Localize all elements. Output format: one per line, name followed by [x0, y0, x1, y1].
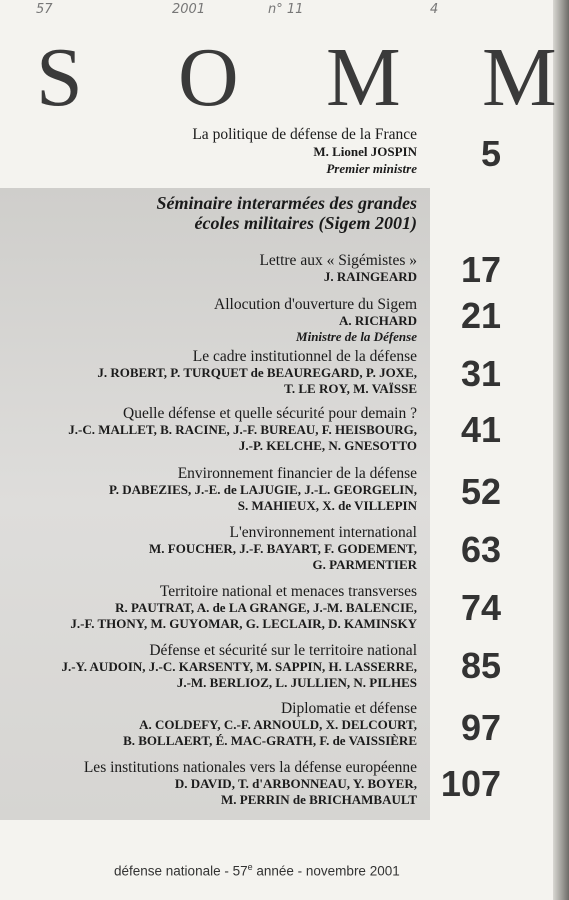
entry-authors-line-1: A. COLDEFY, C.-F. ARNOULD, X. DELCOURT,: [139, 717, 417, 732]
entry-authors-line-2: J.-P. KELCHE, N. GNESOTTO: [238, 438, 417, 453]
entry-authors-line-1: P. DABEZIES, J.-E. de LAJUGIE, J.-L. GEORGELIN,: [109, 482, 417, 497]
toc-entry[interactable]: [0, 405, 417, 454]
toc-entry[interactable]: [0, 759, 417, 808]
handwritten-note-1: 57: [36, 2, 53, 17]
entry-authors-line-1: J.-C. MALLET, B. RACINE, J.-F. BUREAU, F. HEISBOURG,: [68, 422, 417, 437]
intro-article-role: Premier ministre: [326, 161, 417, 176]
toc-entry[interactable]: [0, 252, 417, 285]
entry-author-role: Ministre de la Défense: [296, 329, 417, 344]
section-title-line-2: écoles militaires (Sigem 2001): [194, 213, 417, 233]
entry-authors-line-2: B. BOLLAERT, É. MAC-GRATH, F. de VAISSIÈRE: [123, 733, 417, 748]
toc-entry[interactable]: [0, 524, 417, 573]
intro-article-title: La politique de défense de la France: [192, 126, 417, 143]
entry-authors-line-2: T. LE ROY, M. VAÏSSE: [284, 381, 417, 396]
entry-authors-line-1: D. DAVID, T. d'ARBONNEAU, Y. BOYER,: [174, 776, 417, 791]
entry-page-number: 74: [460, 587, 501, 628]
section-title: [156, 193, 417, 233]
heading-letter-o: O: [178, 31, 239, 124]
entry-title: Quelle défense et quelle sécurité pour demain ?: [123, 405, 417, 422]
footer-superscript: e: [247, 862, 253, 872]
entry-page-number: 107: [440, 763, 501, 804]
footer-publication-line: [114, 862, 400, 879]
entry-authors: A. RICHARD: [339, 313, 417, 328]
footer-left: défense nationale - 57: [114, 863, 248, 879]
entry-page-number: 97: [460, 707, 501, 748]
entry-page-number: 17: [460, 249, 501, 290]
entry-title: Diplomatie et défense: [280, 700, 417, 717]
section-title-line-1: Séminaire interarmées des grandes: [156, 193, 417, 213]
entry-title: Le cadre institutionnel de la défense: [192, 348, 417, 365]
entry-page-number: 21: [460, 295, 501, 336]
entry-authors-line-2: S. MAHIEUX, X. de VILLEPIN: [237, 498, 417, 513]
entry-title: Territoire national et menaces transverses: [159, 583, 417, 600]
entry-title: Défense et sécurité sur le territoire national: [149, 642, 417, 659]
entry-page-number: 31: [460, 353, 501, 394]
entry-title: Les institutions nationales vers la défense européenne: [83, 759, 417, 776]
entry-title: L'environnement international: [229, 524, 417, 541]
entry-authors-line-2: J.-F. THONY, M. GUYOMAR, G. LECLAIR, D. KAMINSKY: [70, 616, 417, 631]
toc-entry[interactable]: [0, 348, 417, 397]
handwritten-note-2: 2001: [172, 2, 206, 17]
toc-entry[interactable]: [0, 642, 417, 691]
handwritten-note-4: 4: [430, 2, 439, 17]
footer-right: année - novembre 2001: [252, 863, 400, 879]
entry-page-number: 85: [460, 645, 501, 686]
entry-authors-line-1: J.-Y. AUDOIN, J.-C. KARSENTY, M. SAPPIN, H. LASSERRE,: [61, 659, 417, 674]
entry-authors-line-2: M. PERRIN de BRICHAMBAULT: [221, 792, 417, 807]
entry-page-number: 52: [460, 471, 501, 512]
sommaire-heading: [30, 31, 569, 124]
entry-page-number: 63: [460, 529, 501, 570]
entry-authors-line-1: M. FOUCHER, J.-F. BAYART, F. GODEMENT,: [149, 541, 417, 556]
entry-title: Lettre aux « Sigémistes »: [259, 252, 417, 269]
heading-letter-s: S: [36, 31, 83, 124]
entry-authors-line-2: G. PARMENTIER: [312, 557, 417, 572]
entry-authors-line-1: R. PAUTRAT, A. de LA GRANGE, J.-M. BALENCIE,: [115, 600, 417, 615]
entry-title: Environnement financier de la défense: [177, 465, 417, 482]
handwritten-note-3: n° 11: [268, 2, 304, 17]
toc-entry[interactable]: [0, 700, 417, 749]
entry-title: Allocution d'ouverture du Sigem: [214, 296, 417, 313]
heading-letter-m2: M: [482, 31, 557, 124]
intro-article-page: 5: [480, 133, 501, 174]
toc-entry[interactable]: [0, 465, 417, 514]
intro-article-author: M. Lionel JOSPIN: [313, 144, 417, 159]
toc-entry[interactable]: [0, 583, 417, 632]
heading-letter-m1: M: [326, 31, 401, 124]
entry-authors-line-2: J.-M. BERLIOZ, L. JULLIEN, N. PILHES: [176, 675, 417, 690]
entry-authors: J. RAINGEARD: [323, 269, 417, 284]
intro-article[interactable]: [192, 126, 417, 177]
entry-authors-line-1: J. ROBERT, P. TURQUET de BEAUREGARD, P. JOXE,: [97, 365, 417, 380]
entry-page-number: 41: [460, 409, 501, 450]
toc-entry[interactable]: [0, 296, 417, 345]
page-binding-edge: [553, 0, 569, 900]
